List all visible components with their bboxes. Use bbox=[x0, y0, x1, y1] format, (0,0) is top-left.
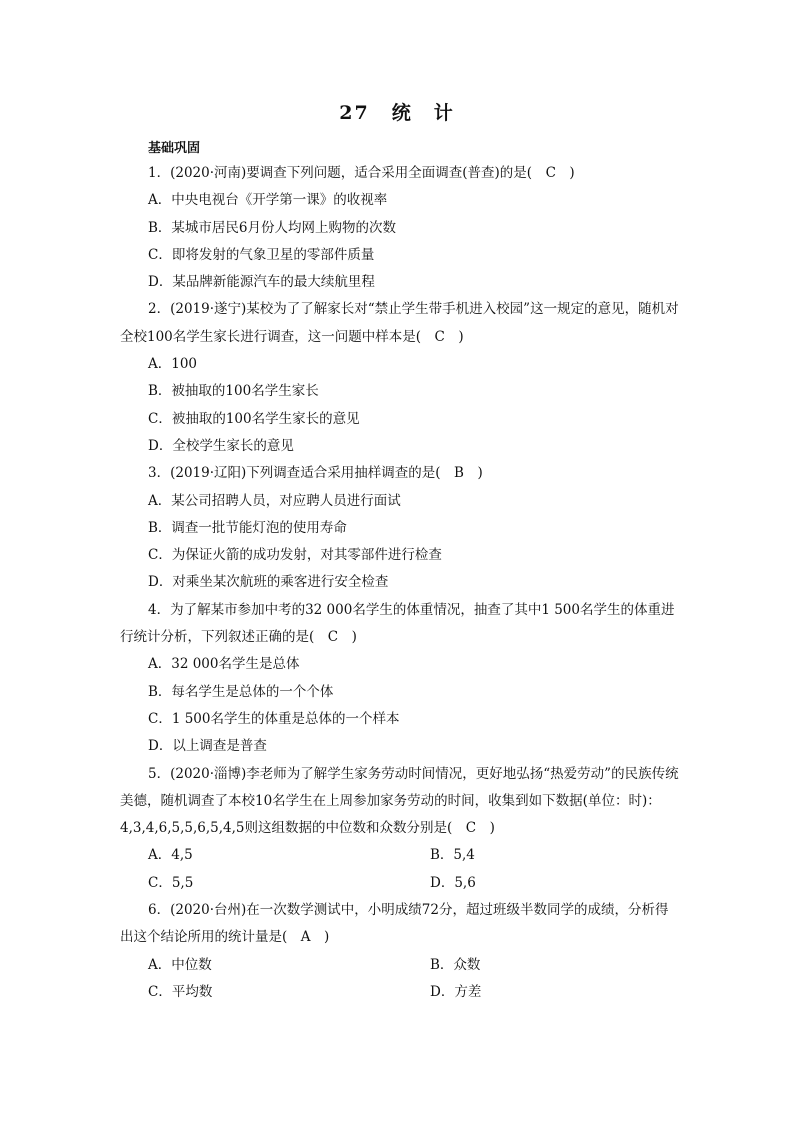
question-2-option-b: B．被抽取的100名学生家长 bbox=[148, 383, 319, 400]
question-1-option-d: D．某品牌新能源汽车的最大续航里程 bbox=[148, 274, 375, 291]
question-5-option-a: A．4,5 bbox=[148, 847, 193, 864]
question-6-options-row-2 bbox=[148, 979, 794, 1006]
question-4-option-d: D．以上调查是普查 bbox=[148, 738, 267, 755]
question-5-option-b: B．5,4 bbox=[430, 847, 475, 864]
question-1-option-a: A．中央电视台《开学第一课》的收视率 bbox=[148, 192, 388, 209]
chapter-title: 统 计 bbox=[391, 102, 455, 124]
question-5-stem: 5．(2020·淄博)李老师为了解学生家务劳动时间情况，更好地弘扬“热爱劳动”的民族传统美德，随机调查了本校10名学生在上周参加家务劳动的时间，收集到如下数据(单位：时)：4,3,4,6,5,5,6,5,4,5则这组数据的中位数和众数分别是( C ) bbox=[120, 765, 679, 837]
chapter-number: 27 bbox=[339, 102, 370, 124]
question-1-stem: 1．(2020·河南)要调查下列问题，适合采用全面调查(普查)的是( C ) bbox=[148, 165, 575, 181]
question-1-option-c: C．即将发射的气象卫星的零部件质量 bbox=[148, 246, 375, 263]
question-5-option-d: D．5,6 bbox=[430, 874, 476, 891]
question-4-option-a: A．32 000名学生是总体 bbox=[148, 656, 300, 673]
question-6-stem: 6．(2020·台州)在一次数学测试中，小明成绩72分，超过班级半数同学的成绩，分析得出这个结论所用的统计量是( A ) bbox=[120, 902, 669, 946]
question-3-stem: 3．(2019·辽阳)下列调查适合采用抽样调查的是( B ) bbox=[148, 465, 483, 482]
question-4-stem: 4．为了解某市参加中考的32 000名学生的体重情况，抽查了其中1 500名学生的体重进行统计分析，下列叙述正确的是( C ) bbox=[120, 601, 675, 646]
question-4-option-b: B．每名学生是总体的一个个体 bbox=[148, 683, 334, 700]
question-3-option-c: C．为保证火箭的成功发射，对其零部件进行检查 bbox=[148, 547, 442, 564]
page-title bbox=[0, 98, 794, 125]
question-5-options-row-2 bbox=[148, 870, 794, 897]
question-2-option-a: A．100 bbox=[148, 356, 198, 373]
question-3-option-a: A．某公司招聘人员，对应聘人员进行面试 bbox=[148, 492, 401, 509]
question-5-option-c: C．5,5 bbox=[148, 874, 194, 891]
question-6-option-b: B．众数 bbox=[430, 956, 481, 973]
question-6-options-row-1 bbox=[148, 952, 794, 979]
question-2-option-c: C．被抽取的100名学生家长的意见 bbox=[148, 410, 360, 427]
question-2-option-d: D．全校学生家长的意见 bbox=[148, 437, 294, 454]
question-6-option-a: A．中位数 bbox=[148, 956, 212, 973]
question-5-options-row-1 bbox=[148, 842, 794, 869]
section-heading: 基础巩固 bbox=[148, 141, 201, 156]
question-3-option-d: D．对乘坐某次航班的乘客进行安全检查 bbox=[148, 574, 389, 591]
question-6-option-d: D．方差 bbox=[430, 983, 482, 1000]
question-4-option-c: C．1 500名学生的体重是总体的一个样本 bbox=[148, 710, 400, 727]
question-3-option-b: B．调查一批节能灯泡的使用寿命 bbox=[148, 519, 347, 536]
question-list bbox=[0, 160, 794, 1006]
question-6-option-c: C．平均数 bbox=[148, 983, 213, 1000]
question-2-stem: 2．(2019·遂宁)某校为了了解家长对“禁止学生带手机进入校园”这一规定的意见，随机对全校100名学生家长进行调查，这一问题中样本是( C ) bbox=[120, 301, 679, 345]
question-1-option-b: B．某城市居民6月份人均网上购物的次数 bbox=[148, 219, 397, 236]
